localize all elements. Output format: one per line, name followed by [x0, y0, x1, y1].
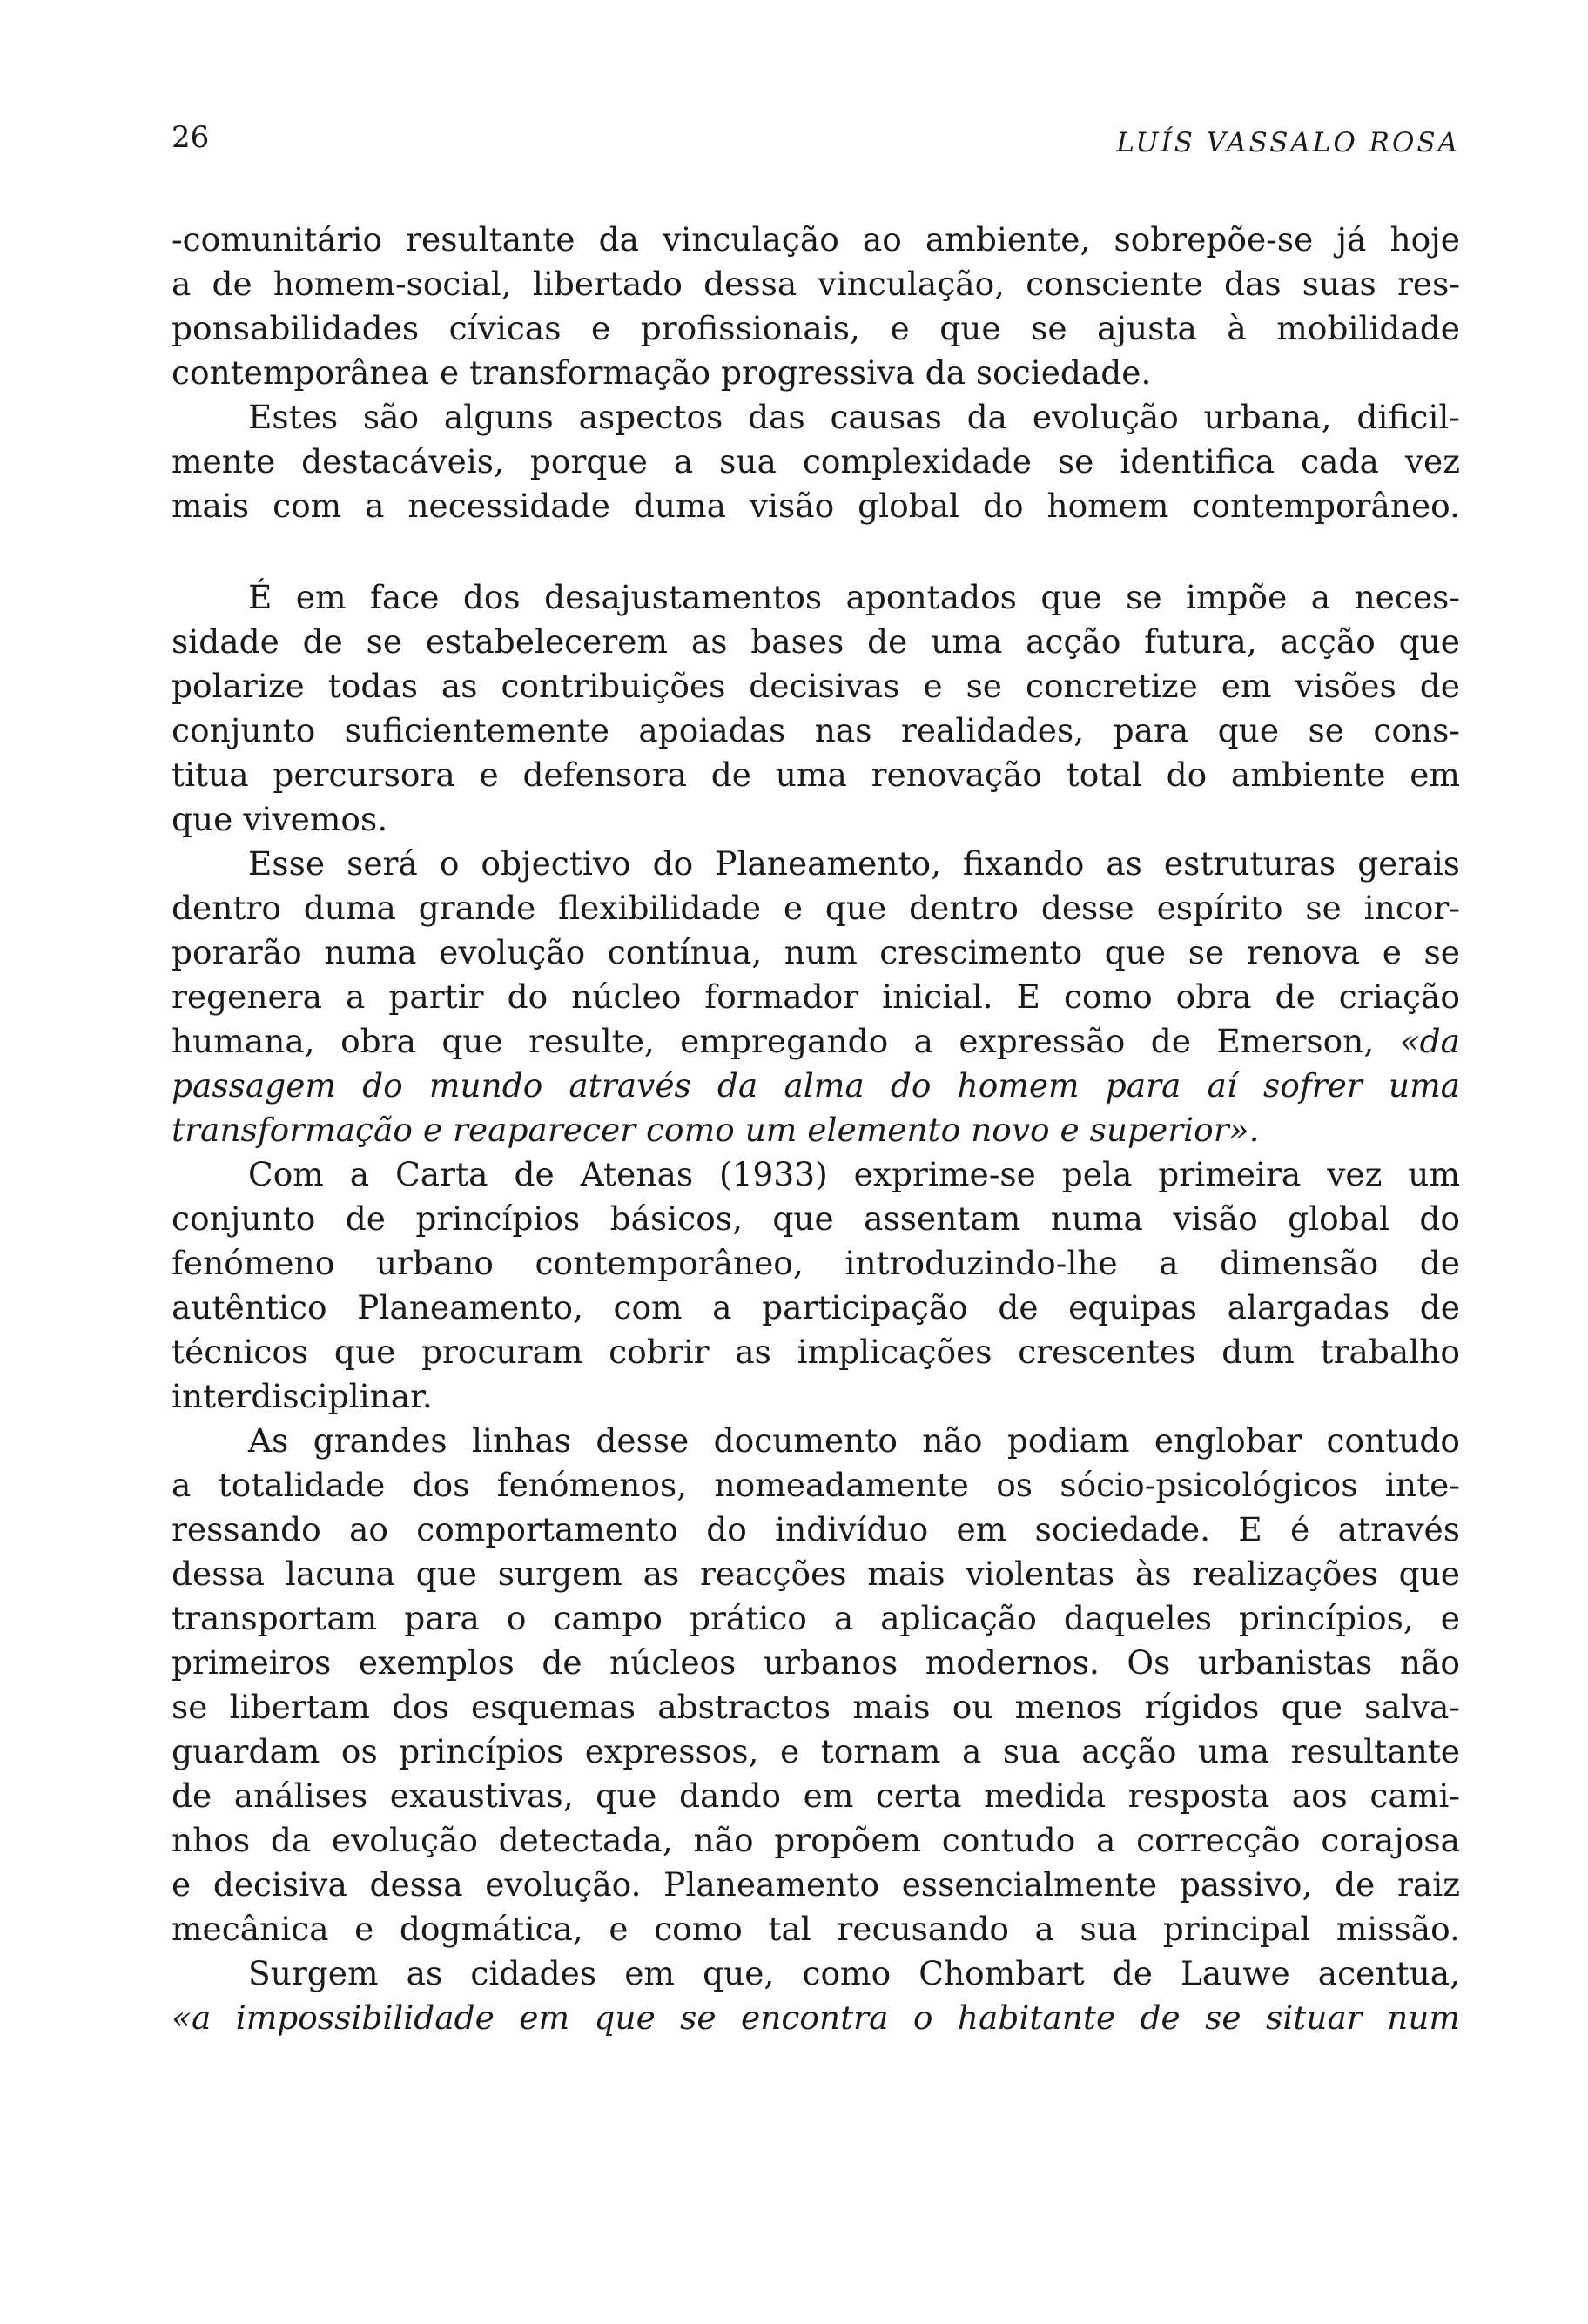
text-line: se libertam dos esquemas abstractos mais ou menos rígidos que salva-	[172, 1688, 1460, 1726]
text-line: passagem do mundo através da alma do homem para aí sofrer uma	[172, 1066, 1460, 1105]
text-line: mais com a necessidade duma visão global do homem contemporâneo.	[172, 487, 1460, 525]
text-line: transportam para o campo prático a aplicação daqueles princípios, e	[172, 1599, 1460, 1637]
text-line: autêntico Planeamento, com a participação de equipas alargadas de	[172, 1288, 1460, 1327]
text-line: É em face dos desajustamentos apontados que se impõe a neces-	[248, 578, 1460, 616]
text-line: fenómeno urbano contemporâneo, introduzindo-lhe a dimensão de	[172, 1244, 1460, 1282]
text-line: de análises exaustivas, que dando em certa medida resposta aos cami-	[172, 1777, 1460, 1815]
text-line: polarize todas as contribuições decisivas e se concretize em visões de	[172, 667, 1460, 705]
text-line: técnicos que procuram cobrir as implicações crescentes dum trabalho	[172, 1333, 1460, 1371]
text-line: As grandes linhas desse documento não podiam englobar contudo	[248, 1421, 1460, 1460]
text-line: sidade de se estabelecerem as bases de uma acção futura, acção que	[172, 622, 1460, 661]
text-line: primeiros exemplos de núcleos urbanos modernos. Os urbanistas não	[172, 1643, 1460, 1682]
text-line: e decisiva dessa evolução. Planeamento essencialmente passivo, de raiz	[172, 1865, 1460, 1904]
text-line: guardam os princípios expressos, e tornam a sua acção uma resultante	[172, 1732, 1460, 1770]
text-line: Esse será o objectivo do Planeamento, fixando as estruturas gerais	[248, 844, 1460, 883]
text-line: humana, obra que resulte, empregando a expressão de Emerson, «da	[172, 1022, 1460, 1060]
running-head-author: LUÍS VASSALO ROSA	[1116, 127, 1460, 158]
running-head	[172, 120, 1460, 164]
text-line: contemporânea e transformação progressiva da sociedade.	[172, 353, 1152, 392]
text-line: interdisciplinar.	[172, 1377, 433, 1415]
text-line: ponsabilidades cívicas e profissionais, e que se ajusta à mobilidade	[172, 309, 1460, 347]
text-line: porarão numa evolução contínua, num crescimento que se renova e se	[172, 933, 1460, 971]
text-line: mente destacáveis, porque a sua complexidade se identifica cada vez	[172, 442, 1460, 480]
text-line: a de homem-social, libertado dessa vinculação, consciente das suas res-	[172, 265, 1460, 303]
text-line: conjunto suficientemente apoiadas nas realidades, para que se cons-	[172, 711, 1460, 749]
text-line: conjunto de princípios básicos, que assentam numa visão global do	[172, 1199, 1460, 1238]
text-line: «a impossibilidade em que se encontra o habitante de se situar num	[172, 1998, 1460, 2037]
paragraph-gap	[172, 528, 1460, 575]
text-line: a totalidade dos fenómenos, nomeadamente os sócio-psicológicos inte-	[172, 1466, 1460, 1504]
text-line: Surgem as cidades em que, como Chombart de Lauwe acentua,	[248, 1954, 1460, 1992]
text-line: -comunitário resultante da vinculação ao ambiente, sobrepõe-se já hoje	[172, 220, 1460, 259]
page-number: 26	[172, 120, 210, 155]
text-line: ressando ao comportamento do indivíduo em sociedade. E é através	[172, 1510, 1460, 1548]
text-line: nhos da evolução detectada, não propõem contudo a correcção corajosa	[172, 1821, 1460, 1859]
text-line: que vivemos.	[172, 800, 388, 838]
text-line: transformação e reaparecer como um elemento novo e superior».	[172, 1111, 1260, 1149]
text-line: dentro duma grande flexibilidade e que dentro desse espírito se incor-	[172, 889, 1460, 927]
text-line: regenera a partir do núcleo formador inicial. E como obra de criação	[172, 977, 1460, 1016]
text-line: Com a Carta de Atenas (1933) exprime-se pela primeira vez um	[248, 1155, 1460, 1193]
text-line: titua percursora e defensora de uma renovação total do ambiente em	[172, 756, 1460, 794]
text-line: mecânica e dogmática, e como tal recusando a sua principal missão.	[172, 1910, 1460, 1948]
text-line: dessa lacuna que surgem as reacções mais violentas às realizações que	[172, 1555, 1460, 1593]
body-text	[172, 218, 1460, 2040]
text-line: Estes são alguns aspectos das causas da evolução urbana, dificil-	[248, 398, 1460, 436]
